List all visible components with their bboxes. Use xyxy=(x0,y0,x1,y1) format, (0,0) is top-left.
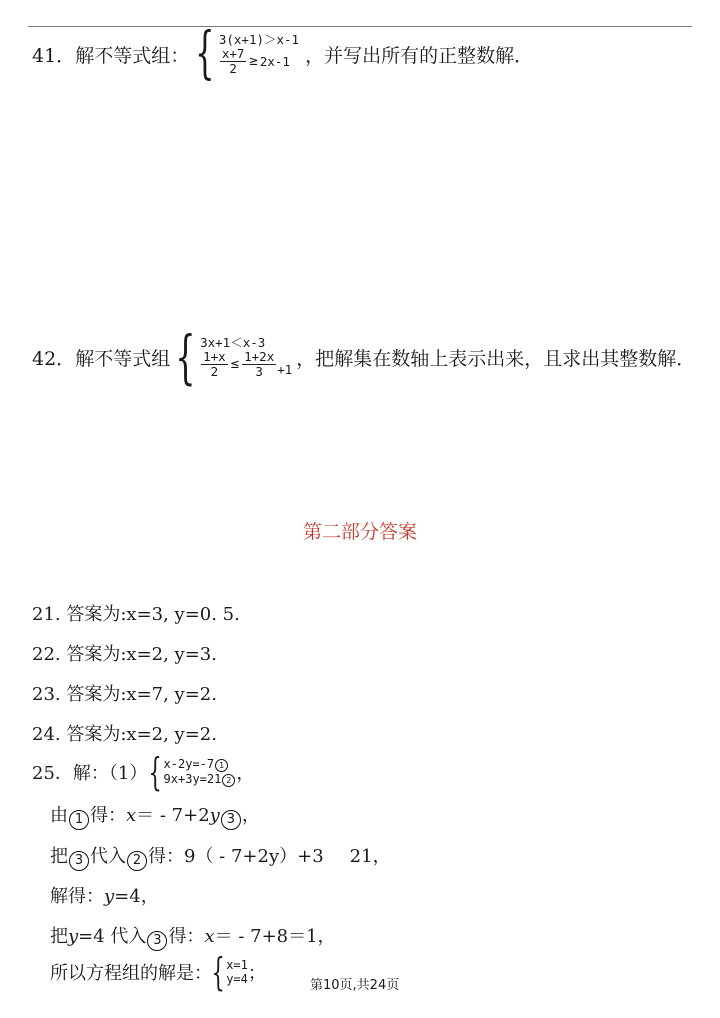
inequality-tail: +1 xyxy=(277,362,293,378)
circled-number-3: 3 xyxy=(221,810,241,830)
system-lines xyxy=(226,958,248,987)
system-lines xyxy=(164,757,237,787)
step-text: 解得： xyxy=(50,886,104,907)
separator: ； xyxy=(247,963,266,984)
page-footer: 第10页,共24页 xyxy=(310,978,400,993)
inequality-system xyxy=(170,323,293,391)
inequality-2 xyxy=(200,350,292,380)
fraction-right xyxy=(242,350,276,380)
separator: ， xyxy=(236,763,255,784)
equation-system xyxy=(147,750,236,794)
fraction-denominator: 2 xyxy=(229,61,237,76)
answer-label: 25．解：（1） xyxy=(32,763,148,784)
step-text: =4， xyxy=(114,886,159,907)
solution-system xyxy=(211,950,248,994)
answer-21: 21. 答案为:x=3, y=0. 5. xyxy=(32,604,240,625)
question-41 xyxy=(32,22,533,86)
step-3 xyxy=(50,882,159,908)
circled-number-3: 3 xyxy=(147,931,167,951)
inequality-rhs: 2x-1 xyxy=(259,54,290,69)
solution-x: x=1 xyxy=(226,957,248,972)
fraction-denominator: 3 xyxy=(255,364,263,379)
step-text: ＝ - 7+8＝1， xyxy=(214,926,336,947)
inequality-1: 3(x+1)＞x-1 xyxy=(218,31,300,47)
fraction-numerator: x+7 xyxy=(221,45,245,61)
left-brace: { xyxy=(148,750,163,794)
circled-number-2: 2 xyxy=(127,851,147,871)
step-text: 把 xyxy=(50,846,68,867)
circled-number-2: 2 xyxy=(222,774,235,787)
step-text: ＝ - 7+2 xyxy=(136,805,210,826)
section-heading: 第二部分答案 xyxy=(302,521,417,543)
variable: y xyxy=(68,926,79,947)
variable: y xyxy=(209,805,220,826)
relation-symbol: ≤ xyxy=(230,356,240,373)
fraction-denominator: 2 xyxy=(210,364,219,379)
equation-2: 9x+3y=21 2 xyxy=(164,772,237,787)
step-text: 把 xyxy=(50,926,68,947)
step-text: ， xyxy=(241,805,260,826)
question-suffix: ，并写出所有的正整数解． xyxy=(305,44,534,67)
solution-y: y=4 xyxy=(226,972,248,986)
circled-number-1: 1 xyxy=(215,759,228,772)
fraction xyxy=(220,47,247,77)
step-text: =4 代入 xyxy=(78,926,147,947)
step-text: 得： xyxy=(168,926,205,947)
left-brace: { xyxy=(175,323,196,391)
fraction-left xyxy=(201,350,228,380)
equation-1: x-2y=-7 1 xyxy=(164,757,237,772)
system-lines xyxy=(219,32,299,77)
step-text: 由 xyxy=(50,805,68,826)
answer-23: 23. 答案为:x=7, y=2. xyxy=(32,684,217,705)
step-4 xyxy=(50,922,336,951)
circled-number-3: 3 xyxy=(69,851,89,871)
question-42 xyxy=(32,323,696,391)
step-2 xyxy=(50,842,391,871)
variable: x xyxy=(204,926,215,947)
question-prefix: 解不等式组 xyxy=(75,347,171,370)
answer-24: 24. 答案为:x=2, y=2. xyxy=(32,724,217,745)
system-lines xyxy=(200,335,292,380)
fraction-numerator: 1+x xyxy=(203,348,226,364)
left-brace: { xyxy=(211,950,225,994)
answer-25-header xyxy=(32,752,254,792)
variable: y xyxy=(104,886,115,907)
step-text: 代入 xyxy=(90,846,126,867)
circled-number-1: 1 xyxy=(69,810,89,830)
step-text: 21， xyxy=(349,846,391,867)
inequality-1: 3x+1＜x-3 xyxy=(200,334,266,350)
question-number: 42． xyxy=(32,347,76,370)
step-5 xyxy=(50,950,266,994)
question-suffix: ，把解集在数轴上表示出来，且求出其整数解． xyxy=(296,347,696,370)
answer-22: 22. 答案为:x=2, y=3. xyxy=(32,644,217,665)
step-text: 得：9（ - 7+2y）+3 xyxy=(148,846,324,867)
relation-symbol: ≥ xyxy=(249,53,258,70)
step-text: 所以方程组的解是： xyxy=(50,963,212,984)
inequality-system xyxy=(189,21,300,86)
inequality-2 xyxy=(219,47,299,77)
step-1 xyxy=(50,801,260,830)
left-brace: { xyxy=(195,21,215,86)
fraction-numerator: 1+2x xyxy=(244,348,275,364)
question-number: 41． xyxy=(32,44,76,67)
variable: x xyxy=(126,805,137,826)
step-text: 得： xyxy=(90,805,126,826)
question-prefix: 解不等式组： xyxy=(75,44,190,67)
